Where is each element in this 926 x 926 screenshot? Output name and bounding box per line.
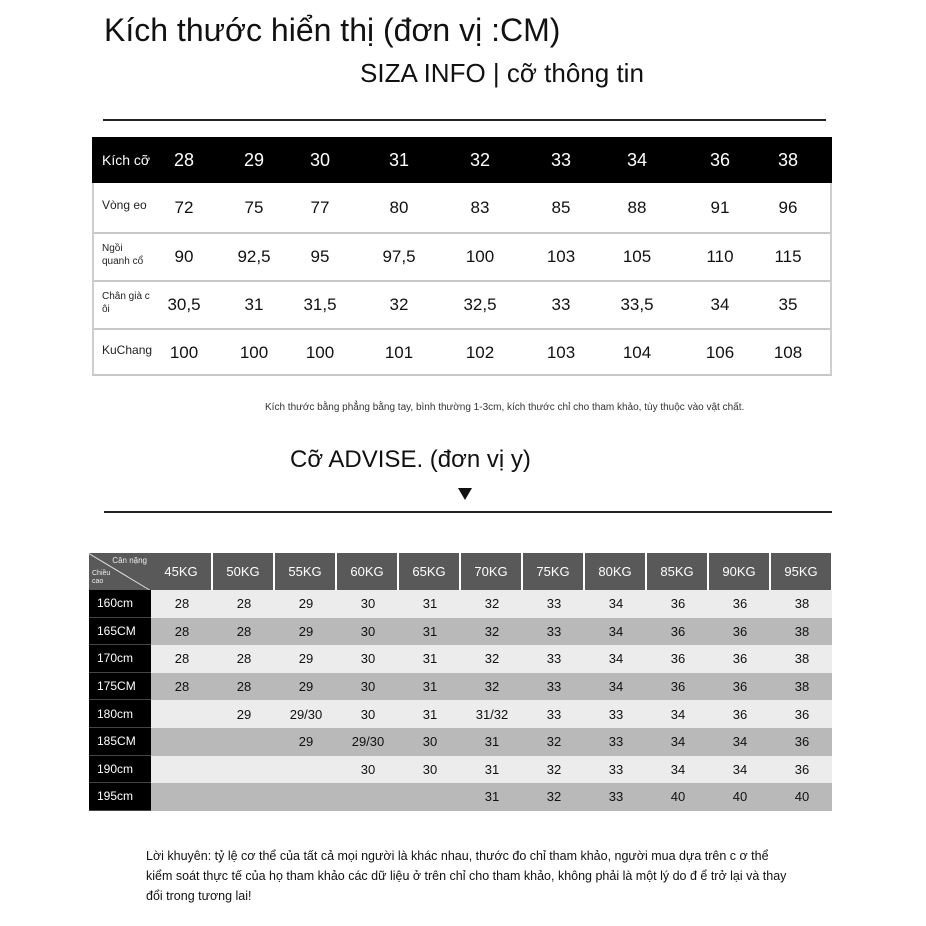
grid-cell: 31 xyxy=(422,596,438,612)
grid-cell: 36 xyxy=(732,596,748,612)
grid-cell: 30 xyxy=(360,623,376,639)
size-cell: 92,5 xyxy=(237,247,271,266)
size-header-cell: 29 xyxy=(243,150,265,170)
grid-cell: 30 xyxy=(360,679,376,695)
grid-cell xyxy=(399,783,461,811)
grid-cell: 31 xyxy=(422,706,438,722)
size-cell: 100 xyxy=(169,343,199,362)
size-cell: 100 xyxy=(305,343,335,362)
grid-cell: 32 xyxy=(546,789,562,805)
size-table-row xyxy=(92,183,832,234)
height-label: 160cm xyxy=(89,590,151,618)
grid-cell: 36 xyxy=(794,761,810,777)
grid-cell: 36 xyxy=(732,623,748,639)
grid-cell: 28 xyxy=(174,623,190,639)
grid-cell: 36 xyxy=(670,651,686,667)
grid-cell: 36 xyxy=(670,679,686,695)
grid-cell: 33 xyxy=(608,706,624,722)
size-header-cell: 36 xyxy=(709,150,731,170)
grid-cell: 29 xyxy=(298,651,314,667)
size-cell: 32 xyxy=(389,295,409,314)
size-header-label: Kích cỡ xyxy=(102,152,151,168)
size-cell: 88 xyxy=(627,198,647,217)
grid-cell: 36 xyxy=(670,596,686,612)
grid-cell: 38 xyxy=(794,679,810,695)
size-cell: 103 xyxy=(546,247,576,266)
weight-header: 75KG xyxy=(523,553,585,590)
grid-cell: 32 xyxy=(484,651,500,667)
size-header-cell: 31 xyxy=(388,150,410,170)
grid-cell: 29 xyxy=(298,734,314,750)
height-label: 185CM xyxy=(89,728,151,756)
grid-cell: 34 xyxy=(670,734,686,750)
size-table-row xyxy=(92,328,832,376)
grid-cell xyxy=(213,756,275,784)
grid-cell: 30 xyxy=(360,651,376,667)
grid-cell: 33 xyxy=(546,596,562,612)
size-cell: 100 xyxy=(465,247,495,266)
table-border-right xyxy=(830,183,832,375)
size-table-row xyxy=(92,280,832,330)
grid-cell: 36 xyxy=(732,679,748,695)
weight-header: 50KG xyxy=(213,553,275,590)
grid-cell: 32 xyxy=(546,734,562,750)
size-cell: 108 xyxy=(773,343,803,362)
grid-cell: 38 xyxy=(794,623,810,639)
size-cell: 30,5 xyxy=(167,295,201,314)
size-cell: 110 xyxy=(706,247,734,266)
grid-cell xyxy=(275,756,337,784)
size-cell: 32,5 xyxy=(463,295,497,314)
grid-cell: 34 xyxy=(608,623,624,639)
size-cell: 95 xyxy=(310,247,330,266)
size-cell: 105 xyxy=(622,247,652,266)
grid-cell: 29 xyxy=(236,706,252,722)
grid-cell: 29 xyxy=(298,596,314,612)
height-label: 195cm xyxy=(89,783,151,811)
size-header-cell: 33 xyxy=(550,150,572,170)
grid-cell: 36 xyxy=(732,651,748,667)
grid-cell: 28 xyxy=(174,679,190,695)
size-row-label: Ngồi quanh cổ xyxy=(102,243,144,267)
grid-cell: 40 xyxy=(794,789,810,805)
size-cell: 72 xyxy=(174,198,194,217)
grid-cell: 30 xyxy=(422,734,438,750)
grid-cell: 40 xyxy=(732,789,748,805)
size-cell: 31,5 xyxy=(303,295,337,314)
grid-cell: 34 xyxy=(608,679,624,695)
grid-cell: 33 xyxy=(546,706,562,722)
grid-cell xyxy=(151,728,213,756)
grid-cell: 34 xyxy=(608,596,624,612)
grid-cell: 33 xyxy=(546,679,562,695)
grid-cell: 28 xyxy=(236,623,252,639)
weight-header: 80KG xyxy=(585,553,647,590)
grid-cell: 29 xyxy=(298,623,314,639)
page-title: Kích thước hiển thị (đơn vị :CM) xyxy=(104,12,561,48)
grid-cell: 31 xyxy=(484,761,500,777)
size-cell: 35 xyxy=(778,295,798,314)
grid-cell: 30 xyxy=(360,596,376,612)
grid-cell: 33 xyxy=(608,734,624,750)
grid-cell: 36 xyxy=(670,623,686,639)
grid-cell: 31 xyxy=(422,623,438,639)
grid-cell: 34 xyxy=(670,761,686,777)
corner-height-label: Chiều cao xyxy=(92,570,111,585)
grid-cell: 36 xyxy=(794,706,810,722)
grid-cell: 30 xyxy=(360,706,376,722)
weight-header: 55KG xyxy=(275,553,337,590)
height-label: 165CM xyxy=(89,618,151,646)
grid-cell: 32 xyxy=(546,761,562,777)
grid-cell: 34 xyxy=(670,706,686,722)
grid-cell: 28 xyxy=(236,679,252,695)
advise-grid xyxy=(89,553,832,811)
advise-title: Cỡ ADVISE. (đơn vị y) xyxy=(290,446,531,473)
size-cell: 90 xyxy=(174,247,194,266)
page-subtitle: SIZA INFO | cỡ thông tin xyxy=(360,58,644,88)
size-cell: 100 xyxy=(239,343,269,362)
height-label: 170cm xyxy=(89,645,151,673)
grid-cell xyxy=(151,700,213,728)
table-border-left xyxy=(92,183,94,375)
grid-cell: 34 xyxy=(732,734,748,750)
grid-cell xyxy=(213,728,275,756)
size-note: Kích thước bằng phẳng bằng tay, bình thường 1-3cm, kích thước chỉ cho tham khảo, tùy thuộc vào vật chất. xyxy=(265,402,745,413)
grid-cell: 38 xyxy=(794,596,810,612)
grid-cell: 31 xyxy=(484,789,500,805)
size-row-label: Chân già c ôi xyxy=(102,291,150,315)
grid-cell: 36 xyxy=(794,734,810,750)
grid-cell: 31/32 xyxy=(475,706,509,722)
size-cell: 83 xyxy=(470,198,490,217)
grid-cell: 30 xyxy=(422,761,438,777)
corner-weight-label: Cân nặng xyxy=(112,556,147,565)
size-cell: 101 xyxy=(384,343,414,362)
divider xyxy=(103,119,826,121)
grid-cell: 33 xyxy=(608,789,624,805)
size-cell: 80 xyxy=(389,198,409,217)
size-cell: 96 xyxy=(778,198,798,217)
grid-cell: 32 xyxy=(484,679,500,695)
size-cell: 97,5 xyxy=(382,247,416,266)
weight-header: 85KG xyxy=(647,553,709,590)
grid-cell xyxy=(151,756,213,784)
grid-cell: 33 xyxy=(546,623,562,639)
size-cell: 33,5 xyxy=(620,295,654,314)
grid-cell: 33 xyxy=(608,761,624,777)
grid-cell: 31 xyxy=(484,734,500,750)
grid-corner xyxy=(89,553,151,590)
size-header-cell: 30 xyxy=(309,150,331,170)
size-cell: 77 xyxy=(310,198,330,217)
grid-cell: 31 xyxy=(422,679,438,695)
size-header-cell: 38 xyxy=(777,150,799,170)
grid-cell xyxy=(337,783,399,811)
grid-cell: 38 xyxy=(794,651,810,667)
weight-header: 45KG xyxy=(151,553,213,590)
height-label: 190cm xyxy=(89,756,151,784)
weight-header: 70KG xyxy=(461,553,523,590)
height-label: 180cm xyxy=(89,700,151,728)
weight-header: 60KG xyxy=(337,553,399,590)
size-cell: 33 xyxy=(551,295,571,314)
size-cell: 104 xyxy=(622,343,652,362)
grid-cell xyxy=(213,783,275,811)
grid-cell xyxy=(275,783,337,811)
grid-cell: 32 xyxy=(484,596,500,612)
grid-cell: 31 xyxy=(422,651,438,667)
grid-cell xyxy=(151,783,213,811)
size-header-cell: 28 xyxy=(173,150,195,170)
size-cell: 103 xyxy=(546,343,576,362)
grid-cell: 28 xyxy=(174,596,190,612)
grid-cell: 34 xyxy=(608,651,624,667)
size-header-cell: 32 xyxy=(469,150,491,170)
grid-cell: 29/30 xyxy=(351,734,385,750)
size-cell: 34 xyxy=(710,295,730,314)
size-cell: 75 xyxy=(244,198,264,217)
grid-cell: 29/30 xyxy=(289,706,323,722)
arrow-down-icon xyxy=(458,488,472,500)
size-cell: 102 xyxy=(465,343,495,362)
size-row-label: Vòng eo xyxy=(102,198,147,212)
grid-cell: 33 xyxy=(546,651,562,667)
grid-cell: 30 xyxy=(360,761,376,777)
grid-cell: 32 xyxy=(484,623,500,639)
advice-text: Lời khuyên: tỷ lệ cơ thể của tất cả mọi người là khác nhau, thước đo chỉ tham khảo, người mua dựa trên c ơ thể kiểm soát thực tế của họ tham khảo các dữ liệu ở trên chỉ cho tham khảo, không phải là một lý do đ ể trở lại và thay đổi trong tương lai! xyxy=(146,849,787,903)
size-cell: 115 xyxy=(774,247,802,266)
grid-cell: 29 xyxy=(298,679,314,695)
grid-cell: 34 xyxy=(732,761,748,777)
grid-cell: 40 xyxy=(670,789,686,805)
weight-header: 95KG xyxy=(771,553,833,590)
size-cell: 91 xyxy=(710,198,730,217)
divider xyxy=(104,511,832,513)
grid-cell: 28 xyxy=(236,651,252,667)
size-cell: 31 xyxy=(244,295,264,314)
weight-header: 90KG xyxy=(709,553,771,590)
size-table-row xyxy=(92,232,832,282)
weight-header: 65KG xyxy=(399,553,461,590)
size-cell: 106 xyxy=(705,343,735,362)
size-table-header xyxy=(92,137,832,183)
size-row-label: KuChang xyxy=(102,343,153,357)
size-header-cell: 34 xyxy=(626,150,648,170)
grid-cell: 36 xyxy=(732,706,748,722)
grid-cell: 28 xyxy=(236,596,252,612)
size-cell: 85 xyxy=(551,198,571,217)
grid-cell: 28 xyxy=(174,651,190,667)
height-label: 175CM xyxy=(89,673,151,701)
